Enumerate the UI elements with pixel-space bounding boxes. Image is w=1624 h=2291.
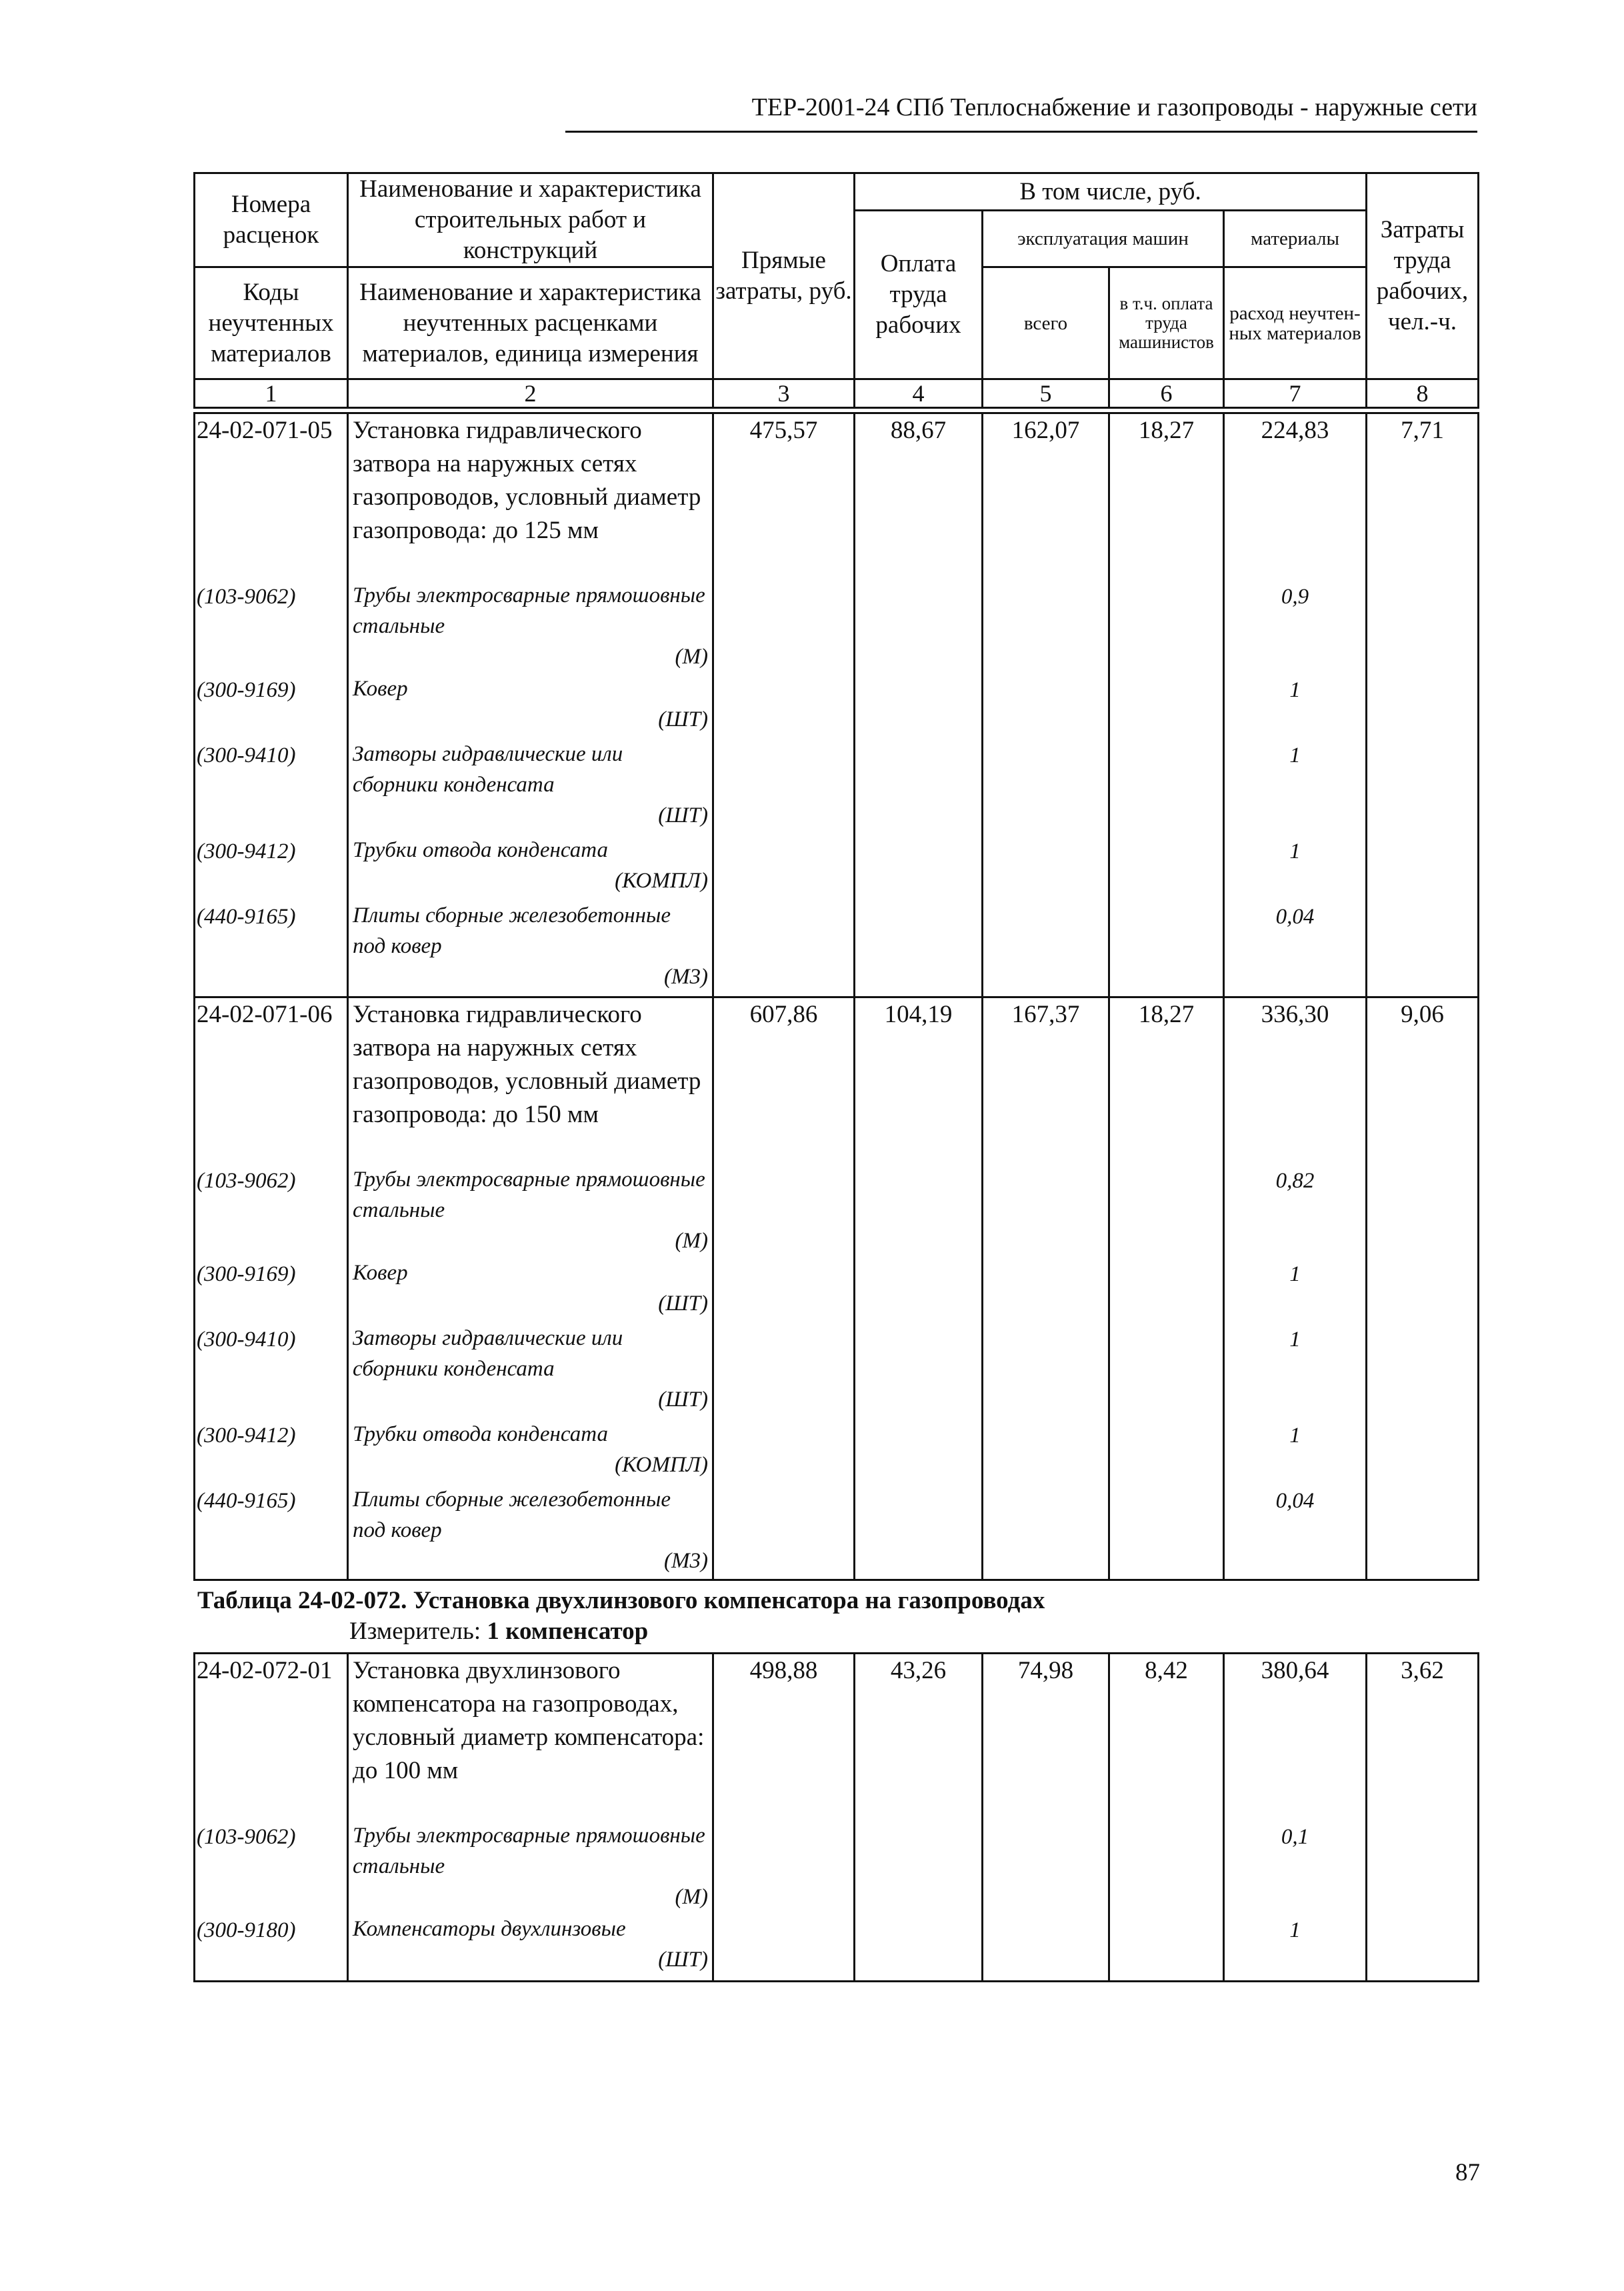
table-row [195, 739, 1479, 835]
direct-costs: 475,57 [713, 413, 855, 580]
rate-code: 24-02-072-01 [195, 1654, 348, 1820]
material-code: (300-9412) [195, 835, 348, 900]
material-quantity: 0,1 [1224, 1820, 1367, 1914]
material-code: (300-9169) [195, 1258, 348, 1323]
material-unit: (ШТ) [658, 707, 708, 731]
material-unit: (ШТ) [658, 1947, 708, 1972]
material-unit: (М3) [664, 1548, 708, 1573]
header-number: 8 [1367, 379, 1479, 408]
material-code: (103-9062) [195, 580, 348, 673]
material-code: (103-9062) [195, 1164, 348, 1258]
material-name: Затворы гидравлические или сборники конденсата (ШТ) [348, 739, 713, 835]
header-material-names: Наименование и характеристика неучтенных расценками материалов, единица измерения [348, 267, 713, 379]
direct-costs: 607,86 [713, 997, 855, 1164]
material-unit: (КОМПЛ) [615, 868, 708, 893]
materials-cost: 380,64 [1224, 1654, 1367, 1820]
material-name: Плиты сборные железобетонные под ковер (М3) [348, 900, 713, 997]
table-row [195, 1164, 1479, 1258]
table-row [195, 997, 1479, 1164]
rate-code: 24-02-071-06 [195, 997, 348, 1164]
header-materials: материалы [1224, 211, 1367, 267]
labor-hours: 7,71 [1367, 413, 1479, 580]
material-quantity: 1 [1224, 673, 1367, 739]
material-name: Ковер (ШТ) [348, 1258, 713, 1323]
column-header-table [193, 172, 1479, 409]
material-quantity: 1 [1224, 1419, 1367, 1484]
table-row [195, 900, 1479, 997]
material-unit: (КОМПЛ) [615, 1452, 708, 1477]
material-unit: (ШТ) [658, 1291, 708, 1316]
labor-hours: 3,62 [1367, 1654, 1479, 1820]
header-rates-numbers: Номера расценок [195, 173, 348, 267]
material-unit: (М) [675, 1228, 708, 1253]
material-name: Трубки отвода конденсата (КОМПЛ) [348, 835, 713, 900]
material-name: Ковер (ШТ) [348, 673, 713, 739]
table-row [195, 1419, 1479, 1484]
labor-hours: 9,06 [1367, 997, 1479, 1164]
table-row [195, 1323, 1479, 1419]
material-unit: (М) [675, 644, 708, 669]
header-number: 3 [713, 379, 855, 408]
table-row [195, 1820, 1479, 1914]
header-machines: эксплуатация машин [983, 211, 1224, 267]
material-unit: (М) [675, 1884, 708, 1909]
rate-name: Установка гидравлического затвора на наружных сетях газопроводов, условный диаметр газопровода: до 150 мм [348, 997, 713, 1164]
material-name: Трубы электросварные прямошовные стальные (М) [348, 1164, 713, 1258]
machines-total: 162,07 [983, 413, 1109, 580]
material-quantity: 1 [1224, 739, 1367, 835]
table-row [195, 835, 1479, 900]
material-name: Компенсаторы двухлинзовые (ШТ) [348, 1914, 713, 1982]
machinist-pay: 18,27 [1109, 413, 1224, 580]
header-number: 7 [1224, 379, 1367, 408]
header-labor-hours: Затраты труда рабочих, чел.-ч. [1367, 173, 1479, 379]
header-direct-costs: Прямые затраты, руб. [713, 173, 855, 379]
material-name: Плиты сборные железобетонные под ковер (М3) [348, 1484, 713, 1580]
rate-name: Установка двухлинзового компенсатора на газопроводах, условный диаметр компенсатора: до 100 мм [348, 1654, 713, 1820]
table-row [195, 1654, 1479, 1820]
material-unit: (ШТ) [658, 1387, 708, 1412]
material-unit: (ШТ) [658, 803, 708, 827]
labor-pay: 43,26 [855, 1654, 983, 1820]
material-code: (300-9412) [195, 1419, 348, 1484]
header-work-name: Наименование и характеристика строительных работ и конструкций [348, 173, 713, 267]
material-name: Затворы гидравлические или сборники конденсата (ШТ) [348, 1323, 713, 1419]
page-number: 87 [1455, 2159, 1480, 2186]
material-code: (440-9165) [195, 900, 348, 997]
header-including: В том числе, руб. [855, 173, 1367, 211]
material-name: Трубы электросварные прямошовные стальные (М) [348, 580, 713, 673]
material-quantity: 1 [1224, 1323, 1367, 1419]
rate-name: Установка гидравлического затвора на наружных сетях газопроводов, условный диаметр газопровода: до 125 мм [348, 413, 713, 580]
header-rule [565, 131, 1477, 133]
rate-code: 24-02-071-05 [195, 413, 348, 580]
labor-pay: 104,19 [855, 997, 983, 1164]
material-unit: (М3) [664, 964, 708, 989]
material-code: (440-9165) [195, 1484, 348, 1580]
header-material-codes: Коды неучтенных материалов [195, 267, 348, 379]
machinist-pay: 18,27 [1109, 997, 1224, 1164]
table-row [195, 1914, 1479, 1982]
header-machines-total: всего [983, 267, 1109, 379]
materials-cost: 336,30 [1224, 997, 1367, 1164]
rates-table-071 [193, 412, 1479, 1581]
table-row [195, 1484, 1479, 1580]
material-quantity: 1 [1224, 1258, 1367, 1323]
header-number: 1 [195, 379, 348, 408]
material-quantity: 0,82 [1224, 1164, 1367, 1258]
material-quantity: 0,04 [1224, 900, 1367, 997]
material-quantity: 1 [1224, 1914, 1367, 1982]
material-code: (300-9410) [195, 1323, 348, 1419]
table-row [195, 413, 1479, 580]
material-code: (103-9062) [195, 1820, 348, 1914]
running-head: ТЕР-2001-24 СПб Теплоснабжение и газопроводы - наружные сети [751, 93, 1477, 121]
header-unaccounted-materials: расход неучтен-ных материалов [1224, 267, 1367, 379]
material-quantity: 0,9 [1224, 580, 1367, 673]
labor-pay: 88,67 [855, 413, 983, 580]
machinist-pay: 8,42 [1109, 1654, 1224, 1820]
material-code: (300-9180) [195, 1914, 348, 1982]
table-row [195, 580, 1479, 673]
machines-total: 167,37 [983, 997, 1109, 1164]
material-code: (300-9410) [195, 739, 348, 835]
section-measure-unit: Измеритель: 1 компенсатор [349, 1618, 649, 1645]
material-code: (300-9169) [195, 673, 348, 739]
header-number: 2 [348, 379, 713, 408]
header-number: 5 [983, 379, 1109, 408]
table-row [195, 673, 1479, 739]
material-quantity: 0,04 [1224, 1484, 1367, 1580]
material-name: Трубы электросварные прямошовные стальные (М) [348, 1820, 713, 1914]
section-title: Таблица 24-02-072. Установка двухлинзового компенсатора на газопроводах [197, 1587, 1045, 1614]
header-number: 4 [855, 379, 983, 408]
materials-cost: 224,83 [1224, 413, 1367, 580]
header-labor-pay: Оплата труда рабочих [855, 211, 983, 379]
header-machinist-pay: в т.ч. оплата труда машинистов [1109, 267, 1224, 379]
direct-costs: 498,88 [713, 1654, 855, 1820]
material-name: Трубки отвода конденсата (КОМПЛ) [348, 1419, 713, 1484]
machines-total: 74,98 [983, 1654, 1109, 1820]
header-number: 6 [1109, 379, 1224, 408]
rates-table-072 [193, 1652, 1479, 1982]
table-row [195, 1258, 1479, 1323]
material-quantity: 1 [1224, 835, 1367, 900]
